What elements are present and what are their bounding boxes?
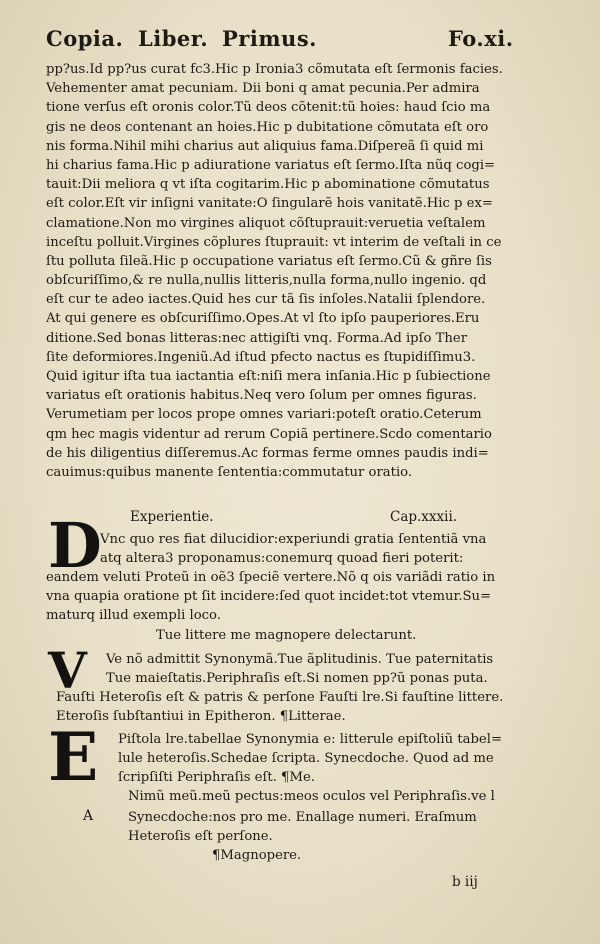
text-line: vna quapia oratione pt ſit incidere:ſed quot incidet:tot vtemur.Su= <box>46 589 492 605</box>
text-line: Vnc quo res fiat dilucidior:experiundi gratia ſententiã vna <box>100 532 487 547</box>
margin-letter-a: A <box>83 808 94 824</box>
text-line: Quid igitur iſta tua iactantia eſt:niſi mera inſania.Hic p ſubiectione <box>46 369 491 384</box>
text-line: At qui genere es obſcuriſſimo.Opes.At vl ſto ipſo pauperiores.Eru <box>46 311 480 327</box>
decorated-initial-v: V <box>48 641 87 700</box>
text-line: Tue maieſtatis.Periphraſis eſt.Si nomen pp?ũ ponas puta. <box>106 671 488 687</box>
text-line: clamatione.Non mo virgines aliquot cõſtuprauit:veruetia veſtalem <box>46 215 486 231</box>
text-line: ſtu polluta ſileã.Hic p occupatione variatus eſt ſermo.Cũ & gñre ſis <box>46 253 492 269</box>
text-line: inceſtu polluit.Virgines cõplures ſtuprauit: vt interim de veſtali in ce <box>46 234 502 250</box>
text-line: pp?us.Id pp?us curat fc3.Hic p Ironia3 cõmutata eſt ſermonis facies. <box>46 62 503 77</box>
decorated-initial-d: D <box>48 509 102 582</box>
text-line: eandem veluti Proteũ in oẽ3 ſpeciẽ vertere.Nõ q ois variãdi ratio in <box>46 570 496 585</box>
e-paragraph-tail <box>128 808 536 846</box>
text-line: de his diligentius diſſeremus.Ac formas ferme omnes paudis indi= <box>46 445 489 461</box>
text-line: cauimus:quibus manente ſententia:commutatur oratio. <box>46 464 413 480</box>
text-line: Piſtola lre.tabellae Synonymia e: litterule epiſtoliũ tabel= <box>118 732 503 747</box>
text-line: Fauſti Heteroſis eſt & patris & perſone Fauſti lre.Si fauſtine littere. <box>56 690 504 705</box>
section-heading: Experientie. <box>130 509 214 525</box>
text-line: tione verſus eſt oronis color.Tũ deos cõtenit:tũ hoies: haud ſcio ma <box>46 100 491 116</box>
text-line: tauit:Dii meliora q vt iſta cogitarim.Hic p abominatione cõmutatus <box>46 177 490 193</box>
v-paragraph-full <box>56 688 536 726</box>
text-line: qm hec magis videntur ad rerum Copiã pertinere.Scdo comentario <box>46 426 492 442</box>
text-line: hi charius fama.Hic p adiuratione variatus eſt ſermo.Iſta nũq cogi= <box>46 157 496 173</box>
text-line: maturq illud exempli loco. <box>46 608 221 624</box>
example-sentence <box>156 626 536 645</box>
text-line: Vehementer amat pecuniam. Dii boni q amat pecunia.Per admira <box>46 81 480 97</box>
d-paragraph-indented <box>100 530 536 568</box>
e-paragraph-indented <box>118 730 536 788</box>
text-line: obſcuriſſimo,& re nulla,nullis litteris,nulla forma,nullo ingenio. qd <box>46 273 487 289</box>
chapter-number: Cap.xxxii. <box>390 509 458 525</box>
text-line: eſt cur te adeo iactes.Quid hes cur tã ſis inſoles.Natalii ſplendore. <box>46 292 486 308</box>
text-line: nis forma.Nihil mihi charius aut aliquius fama.Diſpereã ſi quid mi <box>46 138 484 154</box>
v-paragraph-indented <box>106 650 536 688</box>
signature-mark: b iij <box>452 874 478 890</box>
text-line: Nimũ meũ.meũ pectus:meos oculos vel Periphraſis.ve l <box>128 789 495 804</box>
text-line: lule heteroſis.Schedae ſcripta. Synecdoche. Quod ad me <box>118 751 494 767</box>
running-title-liber: Liber. <box>138 26 209 51</box>
text-line: Eteroſis ſubſtantiui in Epitheron. ¶Litterae. <box>56 709 346 725</box>
text-line: eſt color.Eſt vir inſigni vanitate:O ſingularẽ hois vanitatẽ.Hic p ex= <box>46 196 493 212</box>
text-line: atq altera3 proponamus:conemurq quoad fieri poterit: <box>100 551 464 567</box>
text-line: gis ne deos contenant an hoies.Hic p dubitatione cõmutata eſt oro <box>46 119 489 135</box>
text-line: variatus eſt orationis habitus.Neq vero ſolum per omnes figuras. <box>46 388 477 404</box>
text-line: ſite deformiores.Ingeniũ.Ad iſtud pfecto nactus es ſtupidiſſimu3. <box>46 349 476 365</box>
text-line: Heteroſis eſt perſone. <box>128 829 273 845</box>
text-line: Tue littere me magnopere delectarunt. <box>156 628 417 643</box>
folio-number: Fo.xi. <box>448 26 514 51</box>
rubric-magnopere: ¶Magnopere. <box>212 848 302 863</box>
running-title-primus: Primus. <box>222 26 317 51</box>
d-paragraph-full <box>46 568 536 626</box>
decorated-initial-e: E <box>48 718 99 796</box>
running-title-copia: Copia. <box>46 26 124 51</box>
text-line: Verumetiam per locos prope omnes variari:poteſt oratio.Ceterum <box>46 407 482 423</box>
text-line: ſcripſiſti Periphraſis eſt. ¶Me. <box>118 770 315 786</box>
e-paragraph-continuation <box>128 787 536 806</box>
main-text-block <box>46 60 536 482</box>
text-line: Ve nõ admittit Synonymã.Tue ãplitudinis. Tue paternitatis <box>106 652 494 667</box>
text-line: Synecdoche:nos pro me. Enallage numeri. Eraſmum <box>128 810 477 825</box>
text-line: ditione.Sed bonas litteras:nec attigiſti vnq. Forma.Ad ipſo Ther <box>46 330 468 346</box>
